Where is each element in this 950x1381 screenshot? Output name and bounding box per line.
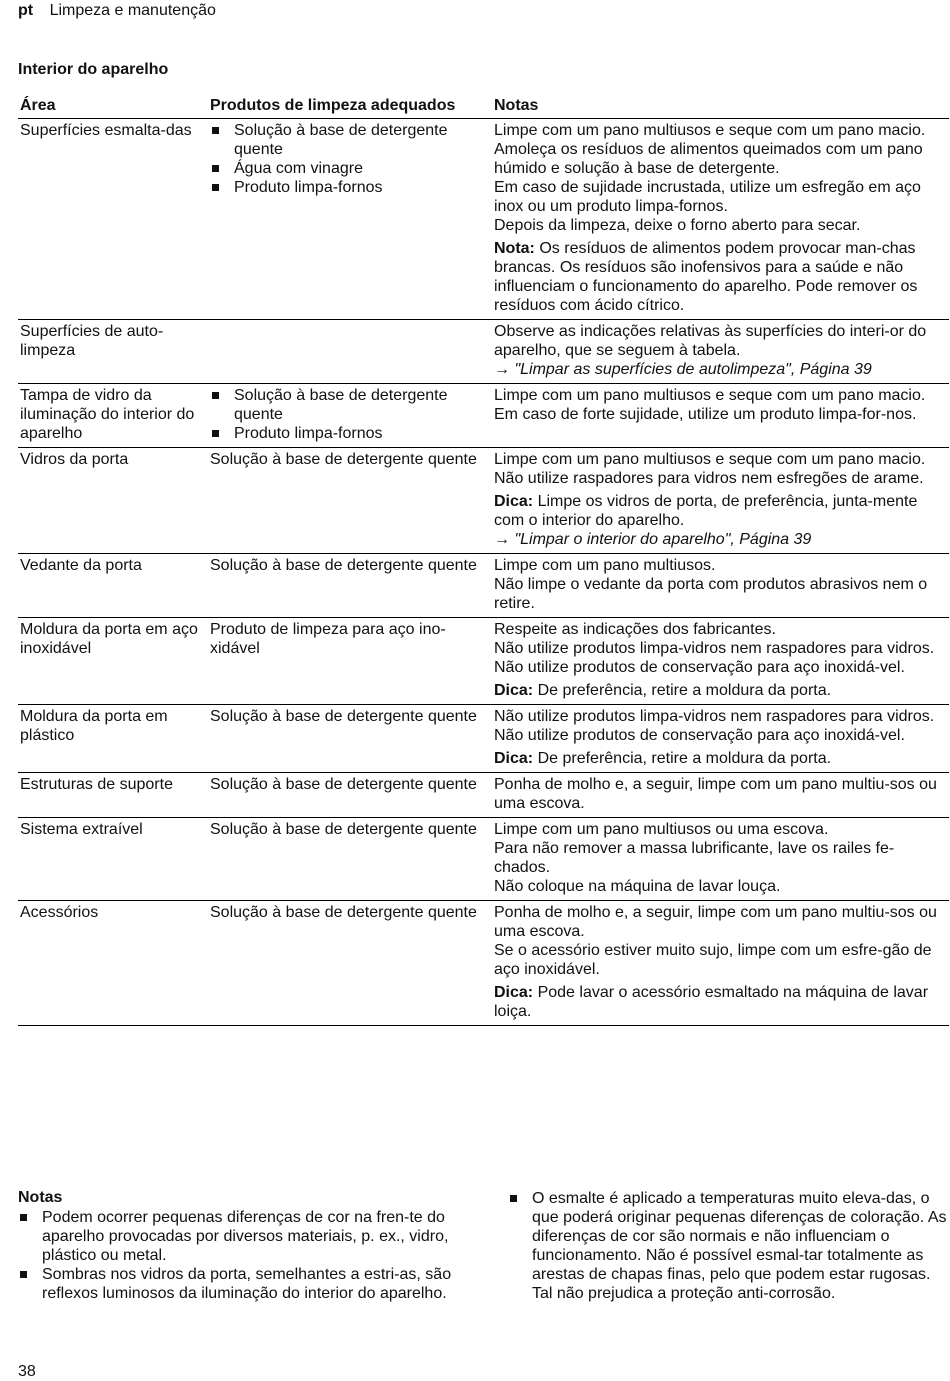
product-text: Solução à base de detergente quente: [210, 557, 477, 574]
tip-line: [494, 749, 947, 768]
table-row: [18, 384, 949, 448]
tip-label: Dica:: [494, 984, 534, 1001]
cleaning-table: [18, 94, 949, 1026]
tip-line: [494, 681, 947, 700]
note-line: Não limpe o vedante da porta com produtos abrasivos nem o retire.: [494, 576, 928, 612]
language-code: pt: [18, 2, 34, 19]
cell-area: Tampa de vidro da iluminação do interior do aparelho: [18, 384, 208, 448]
tip-text: Limpe os vidros de porta, de preferência, junta-mente com o interior do aparelho.: [494, 493, 918, 529]
note-line: Não utilize produtos de conservação para aço inoxidá-vel.: [494, 727, 905, 744]
note-line: Limpe com um pano multiusos.: [494, 557, 716, 574]
page-number: 38: [18, 1363, 36, 1380]
note-line: Amoleça os resíduos de alimentos queimados com um pano húmido e solução à base de detergente.: [494, 141, 923, 177]
cell-notes: [492, 554, 949, 618]
note-line: Ponha de molho e, a seguir, limpe com um pano multiu-sos ou uma escova.: [494, 776, 937, 812]
column-header-notes: Notas: [492, 94, 949, 119]
cell-products: [208, 901, 492, 1026]
note-line: Ponha de molho e, a seguir, limpe com um pano multiu-sos ou uma escova.: [494, 904, 937, 940]
column-header-products: Produtos de limpeza adequados: [208, 94, 492, 119]
table-header-row: [18, 94, 949, 119]
product-item: Água com vinagre: [210, 159, 490, 178]
table-row: [18, 773, 949, 818]
cell-area: Acessórios: [18, 901, 208, 1026]
tip-label: Dica:: [494, 750, 534, 767]
note-line: Em caso de forte sujidade, utilize um produto limpa-for-nos.: [494, 406, 917, 423]
tip-text: Os resíduos de alimentos podem provocar man-chas brancas. Os resíduos são inofensivos para a saúde e não influenciam o funcionamento do aparelho. Pode remover os resíduos com ácido cítrico.: [494, 240, 918, 314]
cell-notes: [492, 384, 949, 448]
cell-notes: [492, 901, 949, 1026]
page-reference-link[interactable]: → "Limpar as superfícies de autolimpeza", Página 39: [494, 361, 872, 378]
cell-products: [208, 384, 492, 448]
note-line: Para não remover a massa lubrificante, lave os railes fe-chados.: [494, 840, 895, 876]
tip-label: Dica:: [494, 682, 534, 699]
cell-products: [208, 320, 492, 384]
note-line: Limpe com um pano multiusos e seque com um pano macio.: [494, 387, 926, 404]
tip-text: Pode lavar o acessório esmaltado na máquina de lavar loiça.: [494, 984, 929, 1020]
table-row: [18, 705, 949, 773]
product-item: Solução à base de detergente quente: [210, 121, 490, 159]
note-line: Em caso de sujidade incrustada, utilize um esfregão em aço inox ou um produto limpa-fornos.: [494, 179, 921, 215]
table-row: [18, 448, 949, 554]
tip-line: [494, 239, 947, 315]
notes-list-right: [508, 1189, 948, 1303]
cell-notes: [492, 705, 949, 773]
cell-notes: [492, 618, 949, 705]
page-reference-link[interactable]: → "Limpar o interior do aparelho", Página 39: [494, 531, 812, 548]
cell-area: Moldura da porta em aço inoxidável: [18, 618, 208, 705]
cell-area: Vidros da porta: [18, 448, 208, 554]
tip-text: De preferência, retire a moldura da porta.: [537, 682, 832, 699]
product-text: Solução à base de detergente quente: [210, 821, 477, 838]
table-row: [18, 618, 949, 705]
table-row: [18, 901, 949, 1026]
table-row: [18, 818, 949, 901]
cell-products: [208, 618, 492, 705]
cell-area: Estruturas de suporte: [18, 773, 208, 818]
tip-line: [494, 983, 947, 1021]
products-list: [210, 121, 490, 197]
cell-area: Superfícies esmalta-das: [18, 119, 208, 320]
cell-area: Vedante da porta: [18, 554, 208, 618]
tip-line: [494, 492, 947, 530]
note-item: Sombras nos vidros da porta, semelhantes a estri-as, são reflexos luminosos da iluminação do interior do aparelho.: [18, 1265, 463, 1303]
cell-products: [208, 818, 492, 901]
note-line: Limpe com um pano multiusos e seque com um pano macio.: [494, 451, 926, 468]
section-title: Interior do aparelho: [18, 61, 169, 78]
header-title: Limpeza e manutenção: [49, 2, 216, 19]
column-header-area: Área: [18, 94, 208, 119]
cell-area: Sistema extraível: [18, 818, 208, 901]
note-line: Respeite as indicações dos fabricantes.: [494, 621, 776, 638]
product-text: Solução à base de detergente quente: [210, 904, 477, 921]
cell-area: Moldura da porta em plástico: [18, 705, 208, 773]
note-item: Podem ocorrer pequenas diferenças de cor na fren-te do aparelho provocadas por diversos materiais, p. ex., vidro, plástico ou metal.: [18, 1208, 463, 1265]
cell-notes: [492, 818, 949, 901]
tip-label: Nota:: [494, 240, 535, 257]
table-row: [18, 119, 949, 320]
note-line: Observe as indicações relativas às superfícies do interi-or do aparelho, que se seguem à tabela.: [494, 323, 927, 359]
note-line: Não coloque na máquina de lavar louça.: [494, 878, 781, 895]
product-item: Solução à base de detergente quente: [210, 386, 490, 424]
cell-products: [208, 773, 492, 818]
notes-list-left: [18, 1208, 463, 1303]
note-line: Não utilize produtos de conservação para aço inoxidá-vel.: [494, 659, 905, 676]
product-item: Produto limpa-fornos: [210, 424, 490, 443]
product-text: Solução à base de detergente quente: [210, 708, 477, 725]
table-row: [18, 320, 949, 384]
note-line: Se o acessório estiver muito sujo, limpe com um esfre-gão de aço inoxidável.: [494, 942, 932, 978]
table-row: [18, 554, 949, 618]
note-line: Não utilize raspadores para vidros nem esfregões de arame.: [494, 470, 924, 487]
cell-notes: [492, 320, 949, 384]
cell-products: [208, 554, 492, 618]
cell-area: Superfícies de auto-limpeza: [18, 320, 208, 384]
cell-notes: [492, 773, 949, 818]
note-line: Limpe com um pano multiusos e seque com um pano macio.: [494, 122, 926, 139]
page-header: [18, 2, 216, 20]
table-body: [18, 119, 949, 1026]
cell-products: [208, 705, 492, 773]
cell-products: [208, 119, 492, 320]
product-text: Solução à base de detergente quente: [210, 776, 477, 793]
note-line: Não utilize produtos limpa-vidros nem raspadores para vidros.: [494, 640, 935, 657]
cell-notes: [492, 119, 949, 320]
cell-notes: [492, 448, 949, 554]
note-line: Limpe com um pano multiusos ou uma escova.: [494, 821, 829, 838]
note-line: Não utilize produtos limpa-vidros nem raspadores para vidros.: [494, 708, 935, 725]
product-text: Solução à base de detergente quente: [210, 451, 477, 468]
tip-text: De preferência, retire a moldura da porta.: [537, 750, 832, 767]
notes-title: Notas: [18, 1189, 63, 1206]
cell-products: [208, 448, 492, 554]
note-line: Depois da limpeza, deixe o forno aberto para secar.: [494, 217, 861, 234]
product-text: Produto de limpeza para aço ino-xidável: [210, 621, 446, 657]
note-item: O esmalte é aplicado a temperaturas muito eleva-das, o que poderá originar pequenas diferenças de coloração. As diferenças de cor são normais e não influenciam o funcionamento. Não é possível esmal-tar totalmente as arestas de chapas finas, pelo que podem estar rugosas. Tal não prejudica a proteção anti-corrosão.: [508, 1189, 948, 1303]
product-item: Produto limpa-fornos: [210, 178, 490, 197]
tip-label: Dica:: [494, 493, 534, 510]
products-list: [210, 386, 490, 443]
